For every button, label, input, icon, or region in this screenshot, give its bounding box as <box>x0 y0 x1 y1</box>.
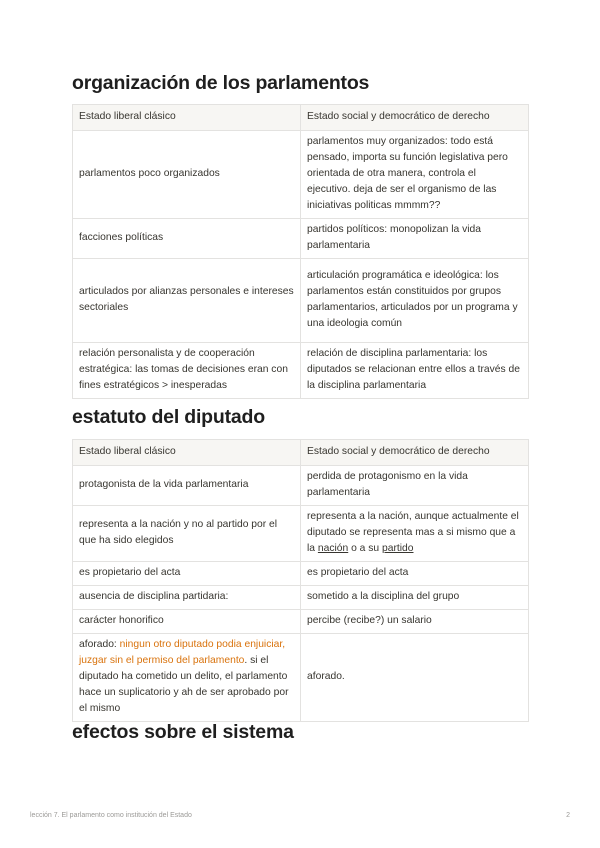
highlighted-text: ningun otro diputado podia enjuiciar, juzgar sin el permiso del parlamento <box>79 639 286 666</box>
cell-text: . si el diputado ha cometido un delito, el parlamento hace un suplicatorio y ah de ser aprobado por el mismo <box>79 655 289 714</box>
table-cell: es propietario del acta <box>301 562 529 586</box>
column-header: Estado liberal clásico <box>73 105 301 131</box>
table-header-row <box>73 440 529 466</box>
table-cell: es propietario del acta <box>73 562 301 586</box>
table-cell <box>301 506 529 562</box>
table-cell: aforado. <box>301 634 529 722</box>
table-cell: parlamentos poco organizados <box>73 131 301 219</box>
comparison-table-estatuto <box>72 439 529 722</box>
partido-link[interactable]: partido <box>382 543 414 554</box>
table-row <box>73 343 529 399</box>
table-row <box>73 562 529 586</box>
page-number: 2 <box>566 812 570 819</box>
column-header: Estado social y democrático de derecho <box>301 105 529 131</box>
table-cell: relación de disciplina parlamentaria: los diputados se relacionan entre ellos a través de la disciplina parlamentaria <box>301 343 529 399</box>
table-row <box>73 634 529 722</box>
table-cell: articulación programática e ideológica: los parlamentos están constituidos por grupos parlamentarios, articulados por un programa y una ideologia común <box>301 259 529 343</box>
table-cell: ausencia de disciplina partidaria: <box>73 586 301 610</box>
table-cell: sometido a la disciplina del grupo <box>301 586 529 610</box>
table-cell: facciones políticas <box>73 219 301 259</box>
table-cell: partidos políticos: monopolizan la vida parlamentaria <box>301 219 529 259</box>
cell-text: aforado: <box>79 639 120 650</box>
page-footer <box>30 812 570 819</box>
table-cell: perdida de protagonismo en la vida parlamentaria <box>301 466 529 506</box>
table-row <box>73 466 529 506</box>
cell-text: representa a la nación, aunque actualmente el diputado se representa mas a si mismo que a la <box>307 511 519 554</box>
table-cell: carácter honorifico <box>73 610 301 634</box>
table-cell: representa a la nación y no al partido por el que ha sido elegidos <box>73 506 301 562</box>
cell-text: o a su <box>348 543 383 554</box>
column-header: Estado social y democrático de derecho <box>301 440 529 466</box>
table-row <box>73 506 529 562</box>
table-cell: relación personalista y de cooperación estratégica: las tomas de decisiones eran con fines estratégicos > inesperadas <box>73 343 301 399</box>
table-row <box>73 131 529 219</box>
table-row <box>73 610 529 634</box>
table-row <box>73 586 529 610</box>
table-cell <box>73 634 301 722</box>
table-cell: parlamentos muy organizados: todo está pensado, importa su función legislativa pero orientada de otra manera, controla el ejecutivo. deja de ser el organismo de las iniciativas politicas mmmm?? <box>301 131 529 219</box>
comparison-table-organizacion <box>72 104 529 399</box>
table-row <box>73 219 529 259</box>
table-cell: percibe (recibe?) un salario <box>301 610 529 634</box>
footer-text: lección 7. El parlamento como institución del Estado <box>30 812 192 819</box>
table-header-row <box>73 105 529 131</box>
table-cell: articulados por alianzas personales e intereses sectoriales <box>73 259 301 343</box>
column-header: Estado liberal clásico <box>73 440 301 466</box>
nacion-link[interactable]: nación <box>317 543 349 554</box>
section-title: efectos sobre el sistema <box>72 721 294 743</box>
section-title: organización de los parlamentos <box>72 72 370 94</box>
section-title: estatuto del diputado <box>72 406 265 428</box>
table-row <box>73 259 529 343</box>
table-cell: protagonista de la vida parlamentaria <box>73 466 301 506</box>
